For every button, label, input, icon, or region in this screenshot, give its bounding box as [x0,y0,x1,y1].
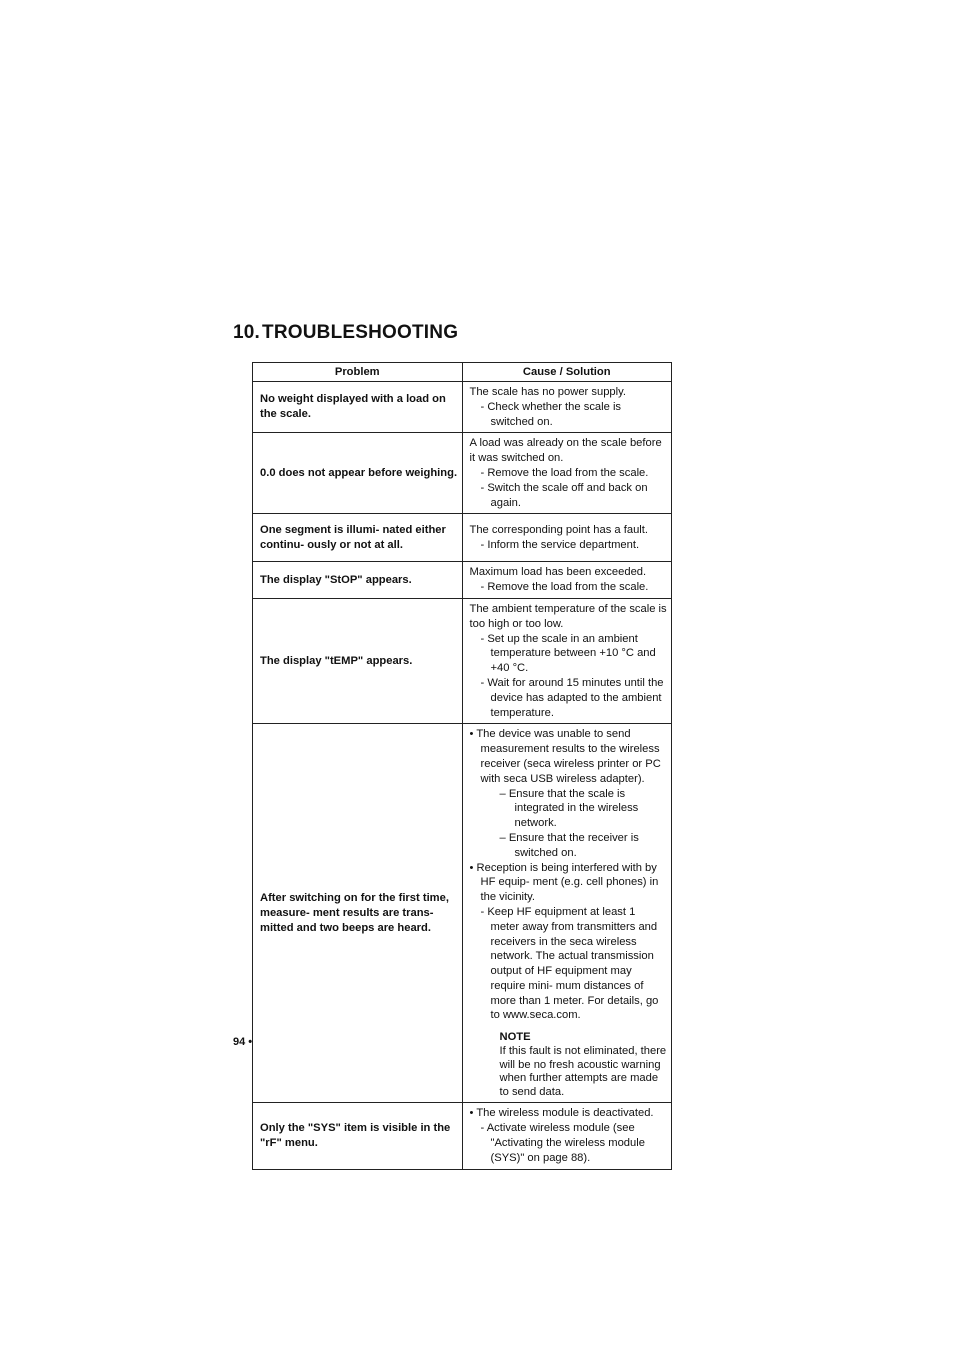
problem-cell: After switching on for the first time, measure- ment results are trans- mitted and two beeps are heard. [253,724,463,1103]
header-cause-solution: Cause / Solution [462,363,672,382]
note-title: NOTE [499,1031,531,1044]
section-title: TROUBLESHOOTING [262,322,459,343]
cause-line: - Check whether the scale is switched on. [480,400,622,428]
cause-line: - Remove the load from the scale. [480,581,649,594]
cause-solution-cell [462,433,672,514]
cause-line: The corresponding point has a fault. [469,524,648,537]
problem-cell: The display "StOP" appears. [253,562,463,599]
cause-line: A load was already on the scale before it was switched on. [469,437,662,465]
table-row [253,514,672,562]
cause-solution-cell [462,514,672,562]
table-row [253,562,672,599]
problem-cell: The display "tEMP" appears. [253,598,463,723]
problem-cell: One segment is illumi- nated either continu- ously or not at all. [253,514,463,562]
cause-line: - Remove the load from the scale. [480,466,649,479]
header-problem: Problem [253,363,463,382]
table-header-row [253,363,672,382]
note-text: If this fault is not eliminated, there will be no fresh acoustic warning when further attempts are made to send data. [499,1045,667,1098]
problem-cell: 0.0 does not appear before weighing. [253,433,463,514]
cause-line: - Set up the scale in an ambient temperature between +10 °C and +40 °C. [480,632,656,675]
cause-line: - Activate wireless module (see "Activating the wireless module (SYS)" on page 88). [480,1122,645,1164]
cause-solution-cell [462,562,672,599]
table-row [253,1103,672,1169]
table-row [253,724,672,1103]
cause-line: • Reception is being interfered with by HF equip- ment (e.g. cell phones) in the vicinity. [469,861,659,904]
cause-line: The ambient temperature of the scale is too high or too low. [469,602,667,630]
cause-line: – Ensure that the scale is integrated in the wireless network. [499,787,639,830]
cause-solution-cell [462,724,672,1103]
problem-cell: No weight displayed with a load on the scale. [253,382,463,433]
cause-solution-cell [462,598,672,723]
cause-line: • The wireless module is deactivated. [469,1107,654,1120]
section-number: 10. [233,322,261,343]
cause-line: - Switch the scale off and back on again. [480,481,648,509]
table-row [253,382,672,433]
troubleshooting-table [252,362,672,1170]
cause-line: - Keep HF equipment at least 1 meter away from transmitters and receivers in the seca wireless network. The actual transmission output of HF equipment may require mini- mum distances of more than 1 meter. For details, go to www.seca.com. [480,905,659,1022]
cause-line: Maximum load has been exceeded. [469,566,647,579]
section-heading [233,322,458,344]
cause-line: - Inform the service department. [480,538,640,551]
table-row [253,433,672,514]
cause-line: • The device was unable to send measurement results to the wireless receiver (seca wireless printer or PC with seca USB wireless adapter). [469,728,661,785]
table-row [253,598,672,723]
page-number: 94 • [233,1036,253,1048]
cause-line: – Ensure that the receiver is switched on. [499,831,639,859]
problem-cell: Only the "SYS" item is visible in the "rF" menu. [253,1103,463,1169]
cause-line: - Wait for around 15 minutes until the device has adapted to the ambient temperature. [480,676,664,719]
cause-solution-cell [462,1103,672,1169]
cause-line: The scale has no power supply. [469,386,627,398]
cause-solution-cell [462,382,672,433]
